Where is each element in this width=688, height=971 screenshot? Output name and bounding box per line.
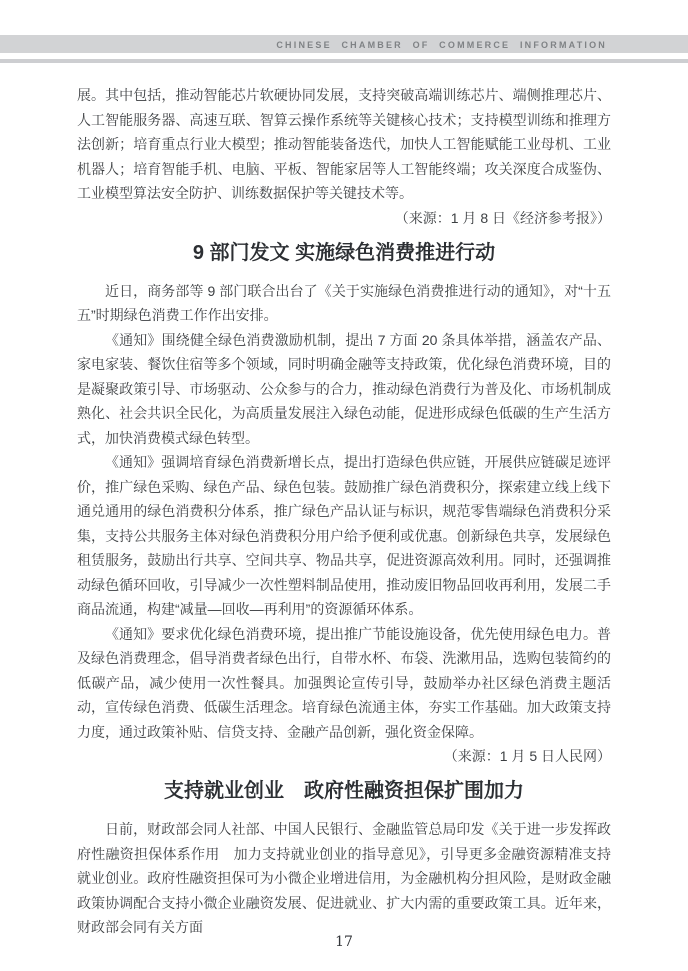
article-green-consumption — [77, 238, 611, 764]
source-attribution: （来源：1 月 5 日人民网） — [443, 748, 611, 764]
page-header — [0, 35, 688, 63]
paragraph-text: 近日，商务部等 9 部门联合出台了《关于实施绿色消费推进行动的通知》，对“十五五”时期绿色消费工作作出安排。 — [77, 282, 611, 323]
paragraph — [77, 817, 611, 940]
paragraph — [77, 622, 611, 764]
paragraph-text: 日前，财政部会同人社部、中国人民银行、金融监管总局印发《关于进一步发挥政府性融资担保体系作用 加力支持就业创业的指导意见》，引导更多金融资源精准支持就业创业。政府性融资担保可为小微企业增进信用，为金融机构分担风险，是财政金融政策协调配合支持小微企业融资发展、促进就业、扩大内需的重要政策工具。近年来，财政部会同有关方面 — [77, 821, 611, 935]
paragraph — [77, 279, 611, 328]
source-attribution: （来源：1 月 8 日《经济参考报》） — [394, 209, 611, 226]
paragraph-text: 《通知》强调培育绿色消费新增长点，提出打造绿色供应链，开展供应链碳足迹评价，推广绿色采购、绿色产品、绿色包装。鼓励推广绿色消费积分，探索建立线上线下通兑通用的绿色消费积分体系，推广绿色产品认证与标识，规范零售端绿色消费积分采集，支持公共服务主体对绿色消费积分用户给予便利或优惠。创新绿色共享，发展绿色租赁服务，鼓励出行共享、空间共享、物品共享，促进资源高效利用。同时，还强调推动绿色循环回收，引导减少一次性塑料制品使用，推动废旧物品回收再利用，发展二手商品流通，构建“减量—回收—再利用”的资源循环体系。 — [77, 454, 611, 617]
page-content — [0, 63, 688, 940]
article-ai-industry — [77, 83, 611, 226]
paragraph-text: 《通知》要求优化绿色消费环境，提出推广节能设施设备，优先使用绿色电力。普及绿色消费理念，倡导消费者绿色出行，自带水杯、布袋、洗漱用品，选购包装简约的低碳产品，减少使用一次性餐具。加强舆论宣传引导，鼓励举办社区绿色消费主题活动，宣传绿色消费、低碳生活理念。培育绿色流通主体，夯实工作基础。加大政策支持力度，通过政策补贴、信贷支持、金融产品创新，强化资金保障。 — [77, 625, 611, 740]
page-footer — [0, 933, 688, 951]
paragraph-text: 《通知》围绕健全绿色消费激励机制，提出 7 方面 20 条具体举措，涵盖农产品、家电家装、餐饮住宿等多个领域，同时明确金融等支持政策，优化绿色消费环境，目的是凝聚政策引导、市场驱动、公众参与的合力，推动绿色消费行为普及化、市场机制成熟化、社会共识全民化，为高质量发展注入绿色动能，促进形成绿色低碳的生产生活方式，加快消费模式绿色转型。 — [77, 331, 611, 446]
page-number: 17 — [335, 934, 353, 950]
article-title-financing-guarantee: 支持就业创业 政府性融资担保扩围加力 — [164, 780, 524, 802]
paragraph — [77, 83, 611, 226]
paragraph — [77, 450, 611, 622]
header-banner — [0, 35, 688, 53]
paragraph-text: 展。其中包括，推动智能芯片软硬协同发展，支持突破高端训练芯片、端侧推理芯片、人工智能服务器、高速互联、智算云操作系统等关键核心技术；支持模型训练和推理方法创新；培育重点行业大模型；推动智能装备迭代，加快人工智能赋能工业母机、工业机器人；培育智能手机、电脑、平板、智能家居等人工智能终端；攻关深度合成鉴伪、工业模型算法安全防护、训练数据保护等关键技术等。 — [77, 87, 611, 201]
article-title-green-consumption: 9 部门发文 实施绿色消费推进行动 — [192, 241, 496, 264]
article-financing-guarantee — [77, 776, 611, 940]
paragraph — [77, 328, 611, 451]
header-banner-title: CHINESE CHAMBER OF COMMERCE INFORMATION — [276, 40, 607, 50]
